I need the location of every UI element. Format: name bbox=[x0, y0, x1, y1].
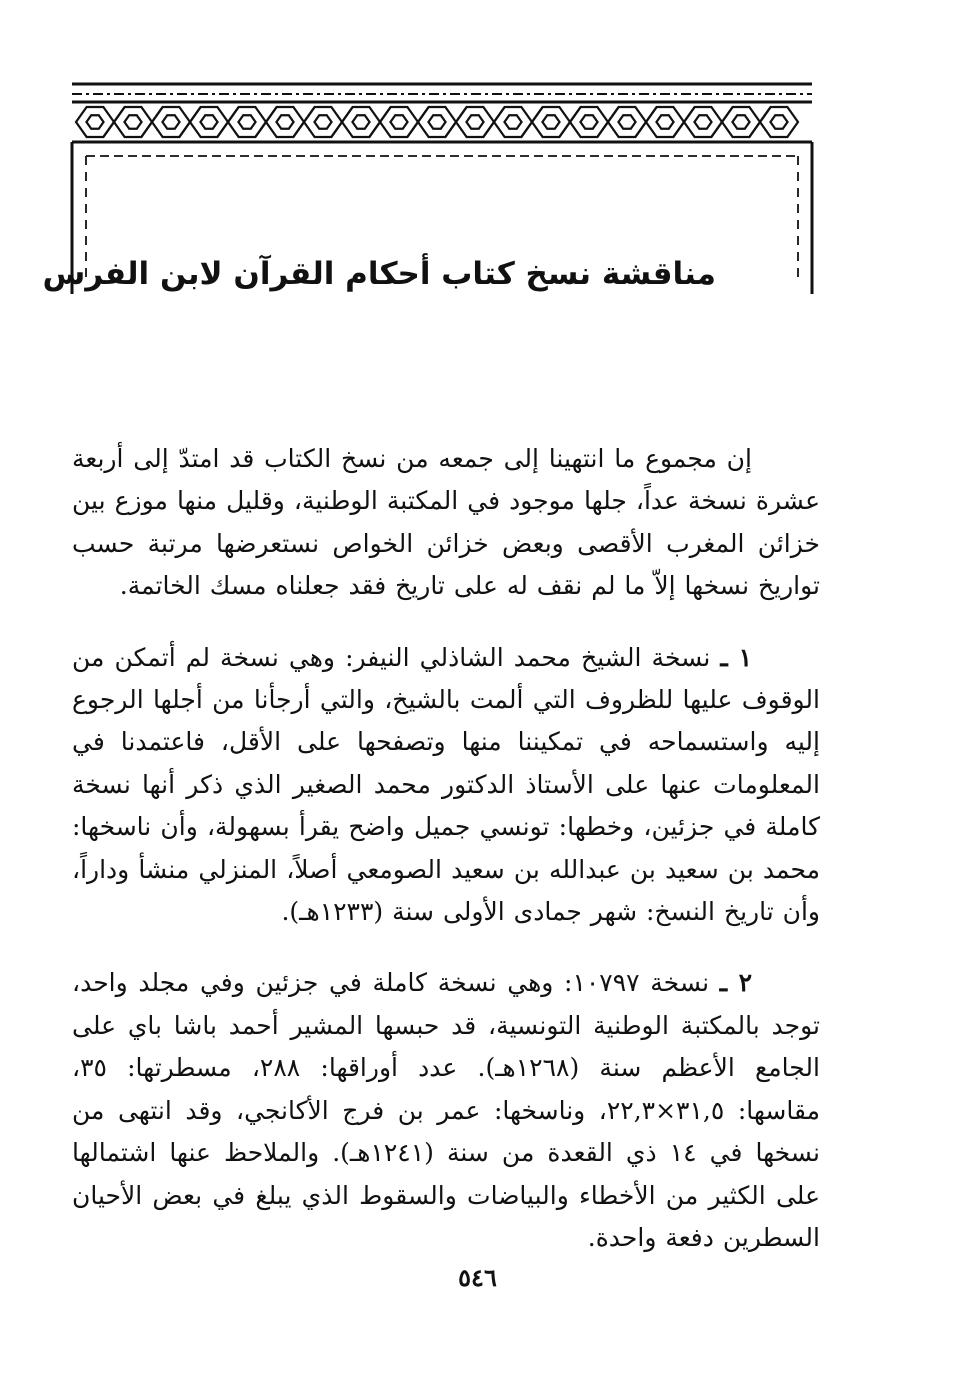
chapter-title: مناقشة نسخ كتاب أحكام القرآن لابن الفرس bbox=[42, 256, 716, 292]
hexagon-ornament-icon bbox=[228, 107, 266, 137]
item-text: نسخة الشيخ محمد الشاذلي النيفر: وهي نسخة لم أتمكن من الوقوف عليها للظروف التي ألمت بالشيخ، والتي أرجأنا من أجلها الرجوع إليه واستسماحه في تمكيننا منها وتصفحها على الأقل، فاعتمدنا في المعلومات عنها على الأستاذ الدكتور محمد الصغير الذي ذكر أنها نسخة كاملة في جزئين، وخطها: تونسي جميل واضح يقرأ بسهولة، وأن ناسخها: محمد بن سعيد بن عبدالله بن سعيد الصومعي أصلاً، المنزلي منشأ وداراً، وأن تاريخ النسخ: شهر جمادى الأولى سنة (١٢٣٣هـ). bbox=[72, 642, 820, 927]
hexagon-ornament-icon bbox=[380, 107, 418, 137]
hexagon-ornament-icon bbox=[570, 107, 608, 137]
item-text: نسخة ١٠٧٩٧: وهي نسخة كاملة في جزئين وفي مجلد واحد، توجد بالمكتبة الوطنية التونسية، قد حبسها المشير أحمد باشا باي على الجامع الأعظم سنة (١٢٦٨هـ). عدد أوراقها: ٢٨٨، مسطرتها: ٣٥، مقاسها: ٣١,٥×٢٢,٣، وناسخها: عمر بن فرج الأكانجي، وقد انتهى من نسخها في ١٤ ذي القعدة من سنة (١٢٤١هـ). والملاحظ عنها اشتمالها على الكثير من الأخطاء والبياضات والسقوط الذي يبلغ في بعض الأحيان السطرين دفعة واحدة. bbox=[72, 968, 820, 1252]
hexagon-inner-icon bbox=[466, 115, 483, 129]
hexagon-ornament-icon bbox=[190, 107, 228, 137]
hexagon-inner-icon bbox=[580, 115, 597, 129]
hexagon-ornament-icon bbox=[608, 107, 646, 137]
page-number: ٥٤٦ bbox=[458, 1263, 497, 1292]
item-number: ٢ ـ bbox=[719, 968, 753, 998]
hexagon-inner-icon bbox=[770, 115, 787, 129]
list-item bbox=[72, 637, 820, 934]
hexagon-inner-icon bbox=[162, 115, 179, 129]
hexagon-ornament-icon bbox=[456, 107, 494, 137]
hexagon-inner-icon bbox=[276, 115, 293, 129]
hexagon-ornament-icon bbox=[76, 107, 114, 137]
hexagon-inner-icon bbox=[504, 115, 521, 129]
hexagon-ornament-icon bbox=[532, 107, 570, 137]
hexagon-inner-icon bbox=[390, 115, 407, 129]
hexagon-ornament-icon bbox=[646, 107, 684, 137]
chapter-header bbox=[42, 80, 816, 300]
intro-paragraph: إن مجموع ما انتهينا إلى جمعه من نسخ الكتاب قد امتدّ إلى أربعة عشرة نسخة عداً، جلها موجود في المكتبة الوطنية، وقليل منها موزع بين خزائن المغرب الأقصى وبعض خزائن الخواص نستعرضها مرتبة حسب تواريخ نسخها إلاّ ما لم نقف له على تاريخ فقد جعلناه مسك الخاتمة. bbox=[72, 444, 820, 601]
hexagon-ornament-icon bbox=[152, 107, 190, 137]
list-item bbox=[72, 962, 820, 1259]
hexagon-inner-icon bbox=[732, 115, 749, 129]
hexagon-inner-icon bbox=[314, 115, 331, 129]
hexagon-inner-icon bbox=[656, 115, 673, 129]
hexagon-ornament-icon bbox=[342, 107, 380, 137]
hexagon-ornament-icon bbox=[266, 107, 304, 137]
hexagon-inner-icon bbox=[238, 115, 255, 129]
item-number: ١ ـ bbox=[720, 642, 753, 672]
hexagon-inner-icon bbox=[86, 115, 103, 129]
hexagon-inner-icon bbox=[428, 115, 445, 129]
hexagon-ornament-icon bbox=[684, 107, 722, 137]
hexagon-ornament-icon bbox=[494, 107, 532, 137]
hexagon-ornament-icon bbox=[418, 107, 456, 137]
hexagon-ornament-icon bbox=[760, 107, 798, 137]
hexagon-ornament-icon bbox=[304, 107, 342, 137]
hexagon-inner-icon bbox=[200, 115, 217, 129]
hexagon-inner-icon bbox=[618, 115, 635, 129]
hexagon-inner-icon bbox=[542, 115, 559, 129]
hexagon-inner-icon bbox=[124, 115, 141, 129]
hexagon-ornament-icon bbox=[722, 107, 760, 137]
hexagon-ornament-icon bbox=[114, 107, 152, 137]
hexagon-inner-icon bbox=[694, 115, 711, 129]
main-text bbox=[72, 438, 820, 1288]
hexagon-inner-icon bbox=[352, 115, 369, 129]
